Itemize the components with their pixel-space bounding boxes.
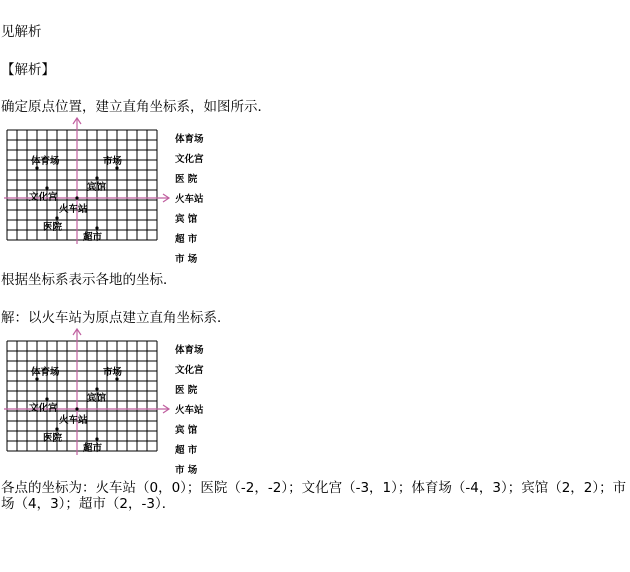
legend-label: 体育场 xyxy=(175,345,204,356)
legend-label: 文化宫 xyxy=(175,365,204,376)
legend-label: 超 市 xyxy=(175,234,198,245)
point-label: 文化宫 xyxy=(29,403,58,414)
point-label: 市场 xyxy=(103,156,123,167)
point-marker xyxy=(45,186,48,189)
point-label: 火车站 xyxy=(59,204,88,215)
legend-label: 医 院 xyxy=(175,174,198,185)
point-marker xyxy=(95,226,98,229)
point-marker xyxy=(95,437,98,440)
legend-label: 体育场 xyxy=(175,134,204,145)
legend-label: 火车站 xyxy=(175,194,204,205)
point-marker xyxy=(75,407,78,410)
legend-label: 医 院 xyxy=(175,385,198,396)
grid-lines xyxy=(7,341,157,451)
coordinate-figure-1 xyxy=(0,114,220,274)
point-marker xyxy=(55,427,58,430)
point-marker xyxy=(95,176,98,179)
point-label: 宾馆 xyxy=(87,182,107,193)
section-title: 【解析】 xyxy=(1,62,55,78)
grid-lines xyxy=(7,130,157,240)
point-label: 超市 xyxy=(83,232,103,243)
point-label: 体育场 xyxy=(31,367,60,378)
point-label: 文化宫 xyxy=(29,192,58,203)
point-label: 医院 xyxy=(43,222,63,233)
intro-text: 确定原点位置，建立直角坐标系，如图所示． xyxy=(1,99,271,115)
legend-label: 市 场 xyxy=(175,465,198,476)
point-label: 体育场 xyxy=(31,156,60,167)
legend-label: 市 场 xyxy=(175,254,198,265)
point-label: 市场 xyxy=(103,367,123,378)
answer-header: 见解析 xyxy=(1,24,42,40)
point-marker xyxy=(75,196,78,199)
coordinate-figure-2 xyxy=(0,325,220,485)
point-label: 宾馆 xyxy=(87,393,107,404)
point-label: 医院 xyxy=(43,433,63,444)
legend-label: 超 市 xyxy=(175,445,198,456)
answer-text: 各点的坐标为：火车站（0，0）；医院（-2，-2）；文化宫（-3，1）；体育场（-4，3）；宾馆（2，2）；市场（4，3）；超市（2，-3）． xyxy=(1,480,627,512)
legend-label: 火车站 xyxy=(175,405,204,416)
point-marker xyxy=(55,216,58,219)
point-marker xyxy=(95,387,98,390)
point-marker xyxy=(45,397,48,400)
point-label: 超市 xyxy=(83,443,103,454)
legend-label: 文化宫 xyxy=(175,154,204,165)
caption-text: 根据坐标系表示各地的坐标． xyxy=(1,272,177,288)
point-label: 火车站 xyxy=(59,415,88,426)
legend-label: 宾 馆 xyxy=(175,214,198,225)
solution-intro: 解：以火车站为原点建立直角坐标系． xyxy=(1,310,231,326)
legend-label: 宾 馆 xyxy=(175,425,198,436)
